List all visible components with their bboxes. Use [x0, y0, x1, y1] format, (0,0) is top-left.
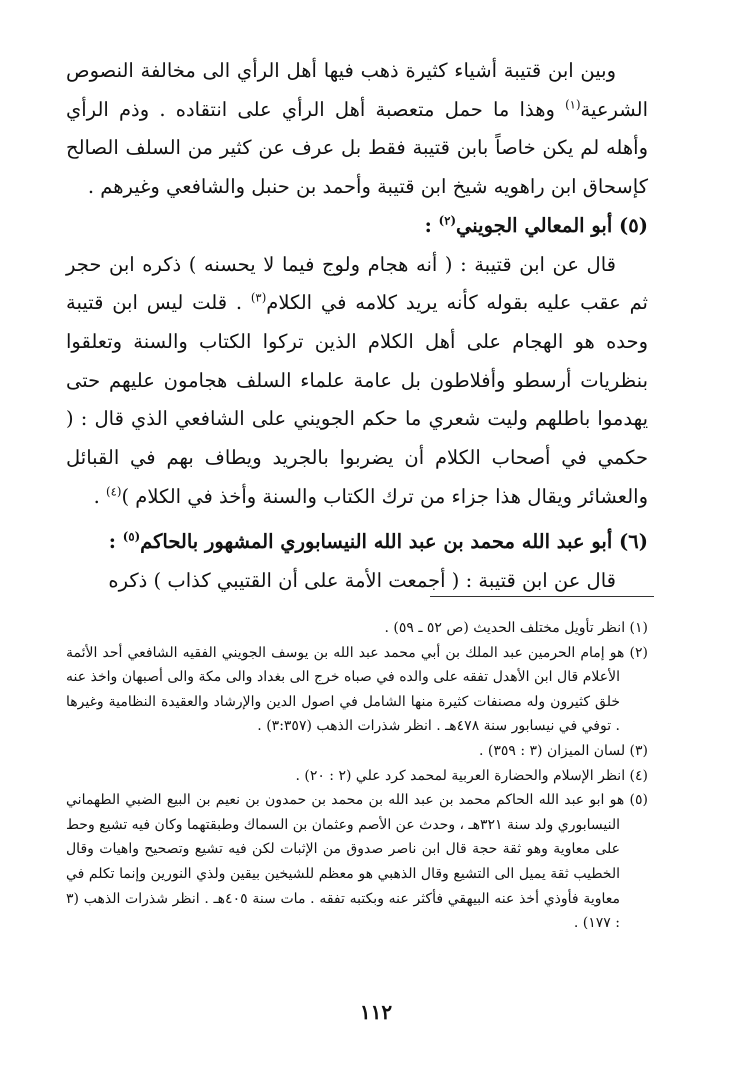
paragraph-1-text-b: وهذا ما حمل متعصبة أهل الرأي على انتقاده . وذم الرأي وأهله لم يكن خاصاً بابن قتيبة فقط بل عرف عن كثير من السلف الصالح كإسحاق ابن راهويه شيخ ابن قتيبة وأحمد بن حنبل والشافعي وغيرهم . — [66, 97, 648, 199]
footnote-ref-2: (٢) — [438, 213, 456, 228]
footnote-separator — [430, 596, 654, 597]
main-text — [66, 52, 648, 601]
paragraph-2 — [66, 246, 648, 517]
heading-6-text: (٦) أبو عبد الله محمد بن عبد الله النيسابوري المشهور بالحاكم — [140, 530, 648, 554]
paragraph-1-text-a: وبين ابن قتيبة أشياء كثيرة ذهب فيها أهل الرأي الى مخالفة النصوص الشرعية — [66, 59, 648, 121]
heading-6-colon: : — [108, 530, 123, 554]
footnote-ref-4: (٤) — [106, 484, 122, 499]
footnote-1: (١) انظر تأويل مختلف الحديث (ص ٥٢ ـ ٥٩) . — [384, 620, 648, 636]
heading-5-text: (٥) أبو المعالي الجويني — [456, 213, 648, 237]
paragraph-2-text-b: . قلت ليس ابن قتيبة وحده هو الهجام على أهل الكلام الذين تركوا الكتاب والسنة وتعلقوا بنظريات أرسطو وأفلاطون بل عامة علماء السلف هجامون عليهم حتى يهدموا باطلهم وليت شعري ما حكم الجويني على الشافعي الذي قال : ( حكمي في أصحاب الكلام أن يضربوا بالجريد ويطاف بهم في القبائل والعشائر ويقال هذا جزاء من ترك الكتاب والسنة وأخذ في الكلام ) — [66, 291, 648, 508]
footnote-3: (٣) لسان الميزان (٣ : ٣٥٩) . — [478, 742, 648, 759]
footnote-ref-5: (٥) — [122, 529, 141, 544]
heading-item-6 — [66, 523, 648, 562]
paragraph-3: قال عن ابن قتيبة : ( أجمعت الأمة على أن القتيبي كذاب ) ذكره — [108, 569, 616, 593]
paragraph-2-end: . — [93, 484, 107, 508]
paragraph-1 — [66, 52, 648, 207]
heading-5-colon: : — [424, 213, 439, 237]
footnotes — [66, 616, 648, 936]
page-number: ١١٢ — [359, 1000, 393, 1024]
footnote-ref-3: (٣) — [250, 290, 267, 305]
footnote-2: (٢) هو إمام الحرمين عبد الملك بن أبي محمد عبد الله بن يوسف الجويني الفقيه الشافعي أحد الأئمة الأعلام قال ابن الأهدل تفقه على والده في صباه خرج الى بغداد والى مكة والى أصبهان واخذ عنه خلق كثيرون وله مصنفات كثيرة منها الشامل في اصول الدين والإرشاد والعقيدة النظامية وغيرها . توفي في نيسابور سنة ٤٧٨هـ . انظر شذرات الذهب (٣:٣٥٧) . — [66, 644, 648, 735]
footnote-4: (٤) انظر الإسلام والحضارة العربية لمحمد كرد علي (٢ : ٢٠) . — [295, 767, 648, 784]
footnote-ref-1: (١) — [565, 97, 581, 112]
paragraph-2-text-a: قال عن ابن قتيبة : ( أنه هجام ولوج فيما لا يحسنه ) ذكره ابن حجر ثم عقب عليه بقوله كأنه يريد كلامه في الكلام — [66, 252, 648, 315]
heading-item-5 — [66, 207, 648, 246]
footnote-5: (٥) هو ابو عبد الله الحاكم محمد بن عبد الله بن محمد بن حمدون بن نعيم بن البيع الضبي الطهماني النيسابوري ولد سنة ٣٢١هـ ، وحدث عن الأصم وعثمان بن السماك وطبقتهما وكان فيه تشيع وحط على معاوية وهو ثقة حجة قال ابن ناصر صدوق من الإثبات لكن فيه تشيع وتصحيح واهيات وقال الخطيب ثقة يميل الى التشيع وقال الذهبي هو معظم للشيخين بيقين ولذي النورين وإنما تكلم في معاوية فأوذي أخذ عنه البيهقي فأكثر عنه وبكتبه تفقه . مات سنة ٤٠٥هـ . انظر شذرات الذهب (٣ : ١٧٧) . — [66, 792, 648, 932]
